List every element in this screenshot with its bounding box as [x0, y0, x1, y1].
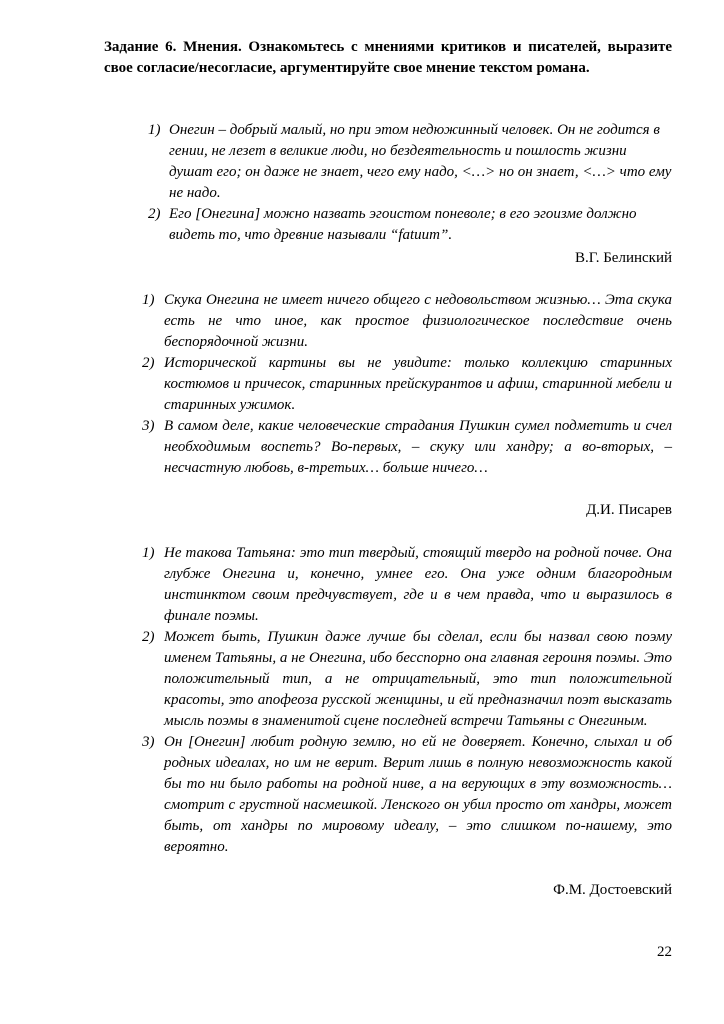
quote-text: Его [Онегина] можно назвать эгоистом поневоле; в его эгоизме должно видеть то, что древние называли “fatuum”.: [169, 206, 637, 243]
quote-item: [0, 120, 724, 204]
quote-text: Не такова Татьяна: это тип твердый, стоящий твердо на родной почве. Она глубже Онегина и, конечно, умнее его. Она уже одним благородным инстинктом своим предчувствует, где и в чем правда, что и выразилось в финале поэмы.: [164, 545, 672, 624]
quote-text: Может быть, Пушкин даже лучше бы сделал, если бы назвал свою поэму именем Татьяны, а не Онегина, ибо бесспорно она главная героиня поэмы. Это положительный тип, а не отрицательный, это тип положительной красоты, это апофеоза русской женщины, и ей предназначил поэт высказать мысль поэмы в знаменитой сцене последней встречи Татьяны с Онегиным.: [164, 629, 672, 729]
pisarev-quotes: [0, 290, 724, 479]
quote-text: Скука Онегина не имеет ничего общего с недовольством жизнью… Эта скука есть не что иное, как простое физиологическое последствие очень беспорядочной жизни.: [164, 292, 672, 350]
quote-number: 3): [142, 734, 155, 750]
author-dostoevsky: Ф.М. Достоевский: [553, 882, 672, 898]
quote-number: 1): [142, 545, 155, 561]
dostoevsky-quotes: [0, 543, 724, 858]
belinsky-quotes: [0, 120, 724, 246]
quote-text: В самом деле, какие человеческие страдания Пушкин сумел подметить и счел необходимым воспеть? Во-первых, – скуку или хандру; а во-вторых, – несчастную любовь, в-третьих… больше ничего…: [164, 418, 672, 476]
quote-number: 2): [142, 355, 155, 371]
quote-number: 1): [142, 292, 155, 308]
task-heading: Задание 6. Мнения. Ознакомьтесь с мнениями критиков и писателей, выразите свое согласие/несогласие, аргументируйте свое мнение текстом романа.: [104, 39, 672, 76]
quote-item: [0, 543, 724, 627]
quote-number: 2): [148, 206, 161, 222]
quote-text: Онегин – добрый малый, но при этом недюжинный человек. Он не годится в гении, не лезет в великие люди, но бездеятельность и пошлость жизни душат его; он даже не знает, чего ему надо, <…> но он знает, <…> что ему не надо.: [169, 122, 672, 201]
quote-number: 1): [148, 122, 161, 138]
quote-item: [0, 627, 724, 732]
quote-item: [0, 732, 724, 858]
quote-item: [0, 204, 724, 246]
quote-number: 2): [142, 629, 155, 645]
author-belinsky: В.Г. Белинский: [574, 250, 672, 266]
quote-text: Он [Онегин] любит родную землю, но ей не доверяет. Конечно, слыхал и об родных идеалах, но им не верит. Верит лишь в полную невозможность какой бы то ни было работы на родной ниве, а на верующих в эту возможность… смотрит с грустной насмешкой. Ленского он убил просто от хандры, может быть, от хандры по мировому идеалу, – это слишком по-нашему, это вероятно.: [164, 734, 672, 855]
quote-item: [0, 353, 724, 416]
quote-text: Исторической картины вы не увидите: только коллекцию старинных костюмов и причесок, старинных прейскурантов и афиш, старинной мебели и старинных ужимок.: [164, 355, 672, 413]
page-number: 22: [657, 944, 672, 960]
author-pisarev: Д.И. Писарев: [586, 502, 672, 518]
quote-item: [0, 416, 724, 479]
quote-item: [0, 290, 724, 353]
quote-number: 3): [142, 418, 155, 434]
